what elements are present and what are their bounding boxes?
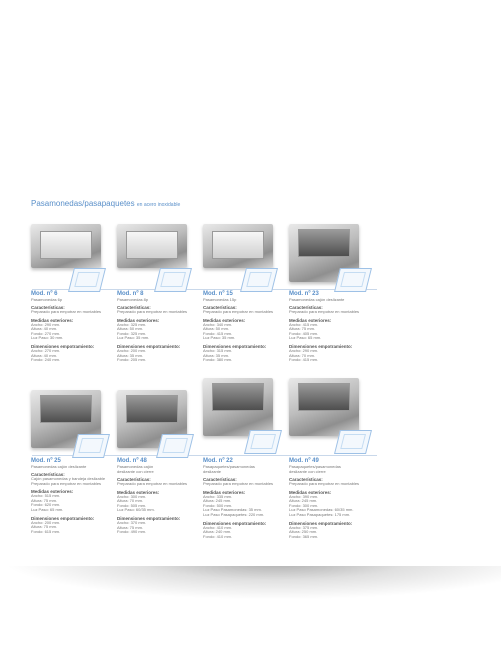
feature-line: Preparado para empotrar en montables — [31, 480, 102, 486]
product-photo — [203, 224, 273, 268]
feature-line: Preparado para empotrar en montables — [117, 309, 188, 314]
outer-dimension-line: Fondo: 500 mm. — [203, 502, 233, 508]
outer-dimensions-heading: Medidas exteriores: — [117, 489, 160, 495]
product-photo — [289, 378, 359, 436]
outer-dimension-line: Fondo: 270 mm. — [31, 330, 61, 336]
recess-dimension-line: Fondo: 205 mm. — [117, 357, 147, 363]
features-heading: Características: — [117, 305, 151, 310]
feature-line: Preparado para empotrar en montables — [203, 481, 274, 486]
model-number: Mod. nº 23 — [289, 291, 319, 297]
feature-line: Preparado para empotrar en montables — [289, 481, 360, 486]
features-heading: Características: — [31, 472, 65, 477]
outer-dimensions-heading: Medidas exteriores: — [203, 317, 246, 323]
outer-dimension-line: Luz Paso Pasamonedas: 60/35 mm. — [289, 507, 354, 513]
product-name: Pasamonedas 8p — [117, 297, 149, 302]
recess-dimension-line: Ancho: 315 mm. — [203, 347, 233, 353]
recess-dimensions-heading: Dimensiones empotramiento: — [289, 520, 353, 526]
product-photo-interior — [212, 231, 264, 259]
recess-dimension-line: Ancho: 200 mm. — [117, 347, 147, 353]
outer-dimensions-heading: Medidas exteriores: — [289, 317, 332, 323]
outer-dimension-line: Luz Paso: 60/35 mm. — [117, 507, 155, 513]
product-card — [31, 454, 119, 534]
model-number: Mod. nº 8 — [117, 291, 144, 297]
recess-dimension-line: Altura: 35 mm. — [203, 352, 230, 358]
feature-line: Preparado para empotrar en montables — [117, 481, 188, 486]
recess-dimensions-heading: Dimensiones empotramiento: — [203, 343, 267, 349]
outer-dimension-line: Ancho: 335 mm. — [203, 493, 233, 499]
product-card — [117, 287, 205, 363]
recess-dimension-line: Altura: 40 mm. — [31, 352, 58, 358]
product-photo — [203, 378, 273, 436]
recess-dimensions-heading: Dimensiones empotramiento: — [117, 343, 181, 349]
feature-line: Cajón pasamonedas y bandeja deslizable — [31, 476, 106, 481]
features-heading: Características: — [203, 477, 237, 482]
model-number: Mod. nº 25 — [31, 458, 61, 464]
product-name: deslizante con cierre — [289, 469, 326, 474]
outer-dimension-line: Ancho: 340 mm. — [203, 321, 233, 327]
model-number: Mod. nº 15 — [203, 291, 233, 297]
product-card — [203, 454, 291, 539]
outer-dimension-line: Luz Paso Pasamonedas: 35 mm. — [203, 507, 262, 513]
product-name: Pasamonedas 15p — [203, 297, 237, 302]
recess-dimension-line: Ancho: 200 mm. — [31, 519, 61, 525]
features-heading: Características: — [203, 305, 237, 310]
outer-dimension-line: Ancho: 290 mm. — [31, 321, 61, 327]
recess-dimension-line: Ancho: 290 mm. — [289, 347, 319, 353]
recess-dimension-line: Altura: 75 mm. — [117, 524, 144, 530]
section-heading — [31, 199, 180, 208]
recess-dimension-line: Fondo: 490 mm. — [117, 529, 147, 535]
recess-dimension-line: Fondo: 615 mm. — [31, 528, 61, 534]
recess-dimension-line: Altura: 250 mm. — [289, 529, 318, 535]
features-heading: Características: — [31, 305, 65, 310]
outer-dimension-line: Ancho: 325 mm. — [117, 321, 147, 327]
outer-dimension-line: Luz Paso: 30 mm. — [31, 335, 64, 341]
product-name: Pasapaquetes/pasamonedas — [289, 464, 341, 469]
recess-dimension-line: Fondo: 410 mm. — [203, 533, 233, 539]
product-card — [203, 287, 291, 363]
product-photo-interior — [40, 395, 92, 423]
outer-dimensions-heading: Medidas exteriores: — [31, 489, 74, 495]
section-title: Pasamonedas/pasapaquetes — [31, 199, 135, 208]
recess-dimension-line: Ancho: 375 mm. — [289, 524, 319, 530]
product-photo-interior — [126, 395, 178, 423]
product-card — [31, 287, 119, 363]
outer-dimension-line: Luz Paso: 35 mm. — [117, 335, 150, 341]
outer-dimension-line: Ancho: 515 mm. — [31, 493, 61, 499]
outer-dimension-line: Luz Paso: 35 mm. — [203, 335, 236, 341]
product-name: deslizante con cierre — [117, 469, 154, 474]
outer-dimension-line: Fondo: 405 mm. — [289, 330, 319, 336]
outer-dimension-line: Luz Paso: 65 mm. — [31, 506, 64, 512]
product-name: Pasamonedas cajón deslizante — [31, 464, 87, 469]
recess-dimension-line: Fondo: 380 mm. — [203, 357, 233, 363]
recess-dimensions-heading: Dimensiones empotramiento: — [289, 343, 353, 349]
outer-dimension-line: Fondo: 300 mm. — [289, 502, 319, 508]
outer-dimension-line: Altura: 50 mm. — [203, 326, 230, 332]
outer-dimension-line: Altura: 50 mm. — [117, 326, 144, 332]
product-photo-interior — [126, 231, 178, 259]
outer-dimension-line: Altura: 75 mm. — [31, 497, 58, 503]
product-name: Pasamonedas cajón deslizante — [289, 297, 345, 302]
outer-dimensions-heading: Medidas exteriores: — [289, 489, 332, 495]
recess-dimensions-heading: Dimensiones empotramiento: — [117, 515, 181, 521]
model-number: Mod. nº 49 — [289, 458, 319, 464]
outer-dimensions-heading: Medidas exteriores: — [203, 489, 246, 495]
model-number: Mod. nº 22 — [203, 458, 233, 464]
product-name: Pasamonedas cajón — [117, 464, 154, 469]
features-heading: Características: — [117, 477, 151, 482]
model-number: Mod. nº 6 — [31, 291, 58, 297]
product-card — [289, 454, 377, 539]
outer-dimension-line: Ancho: 300 mm. — [117, 493, 147, 499]
product-photo-interior — [40, 231, 92, 259]
recess-dimensions-heading: Dimensiones empotramiento: — [203, 520, 267, 526]
recess-dimension-line: Ancho: 370 mm. — [117, 519, 147, 525]
product-card — [289, 287, 377, 363]
outer-dimension-line: Fondo: 325 mm. — [117, 330, 147, 336]
outer-dimension-line: Altura: 245 mm. — [289, 498, 318, 504]
outer-dimension-line: Altura: 40 mm. — [31, 326, 58, 332]
outer-dimension-line: Luz Paso Pasapaquetes: 220 mm. — [203, 511, 265, 517]
outer-dimensions-heading: Medidas exteriores: — [117, 317, 160, 323]
outer-dimension-line: Luz Paso Pasapaquetes: 175 mm. — [289, 511, 351, 517]
recess-dimension-line: Ancho: 270 mm. — [31, 347, 61, 353]
feature-line: Preparado para empotrar en montables — [203, 309, 274, 314]
outer-dimension-line: Ancho: 415 mm. — [289, 321, 319, 327]
outer-dimension-line: Altura: 70 mm. — [117, 498, 144, 504]
outer-dimension-line: Luz Paso: 65 mm. — [289, 335, 322, 341]
outer-dimension-line: Ancho: 390 mm. — [289, 493, 319, 499]
recess-dimension-line: Altura: 35 mm. — [117, 352, 144, 358]
feature-line: Preparado para empotrar en montables — [31, 309, 102, 314]
outer-dimension-line: Fondo: 620 mm. — [31, 502, 61, 508]
section-subtitle: en acero inoxidable — [136, 202, 181, 208]
recess-dimensions-heading: Dimensiones empotramiento: — [31, 515, 95, 521]
recess-dimensions-heading: Dimensiones empotramiento: — [31, 343, 95, 349]
recess-dimension-line: Fondo: 240 mm. — [31, 357, 61, 363]
page-shadow — [0, 560, 501, 600]
product-photo — [31, 224, 101, 268]
recess-dimension-line: Fondo: 365 mm. — [289, 533, 319, 539]
recess-dimension-line: Fondo: 415 mm. — [289, 357, 319, 363]
product-diagram — [334, 430, 372, 454]
product-name: Pasapaquetes/pasamonedas — [203, 464, 255, 469]
product-card — [117, 454, 205, 535]
recess-dimension-line: Altura: 70 mm. — [289, 352, 316, 358]
outer-dimension-line: Altura: 75 mm. — [289, 326, 316, 332]
feature-line: Preparado para empotrar en montables — [289, 309, 360, 314]
product-photo-interior — [298, 229, 350, 257]
product-photo-interior — [298, 383, 350, 411]
outer-dimension-line: Fondo: 415 mm. — [203, 330, 233, 336]
outer-dimension-line: Altura: 245 mm. — [203, 498, 232, 504]
outer-dimension-line: Fondo: 505 mm. — [117, 502, 147, 508]
product-photo-interior — [212, 383, 264, 411]
product-name: Pasamonedas 6p — [31, 297, 63, 302]
model-number: Mod. nº 48 — [117, 458, 147, 464]
recess-dimension-line: Altura: 75 mm. — [31, 524, 58, 530]
recess-dimension-line: Altura: 240 mm. — [203, 529, 232, 535]
product-diagram — [244, 430, 282, 454]
features-heading: Características: — [289, 477, 323, 482]
features-heading: Características: — [289, 305, 323, 310]
product-name: deslizante — [203, 469, 222, 474]
product-photo — [117, 224, 187, 268]
recess-dimension-line: Ancho: 410 mm. — [203, 524, 233, 530]
outer-dimensions-heading: Medidas exteriores: — [31, 317, 74, 323]
